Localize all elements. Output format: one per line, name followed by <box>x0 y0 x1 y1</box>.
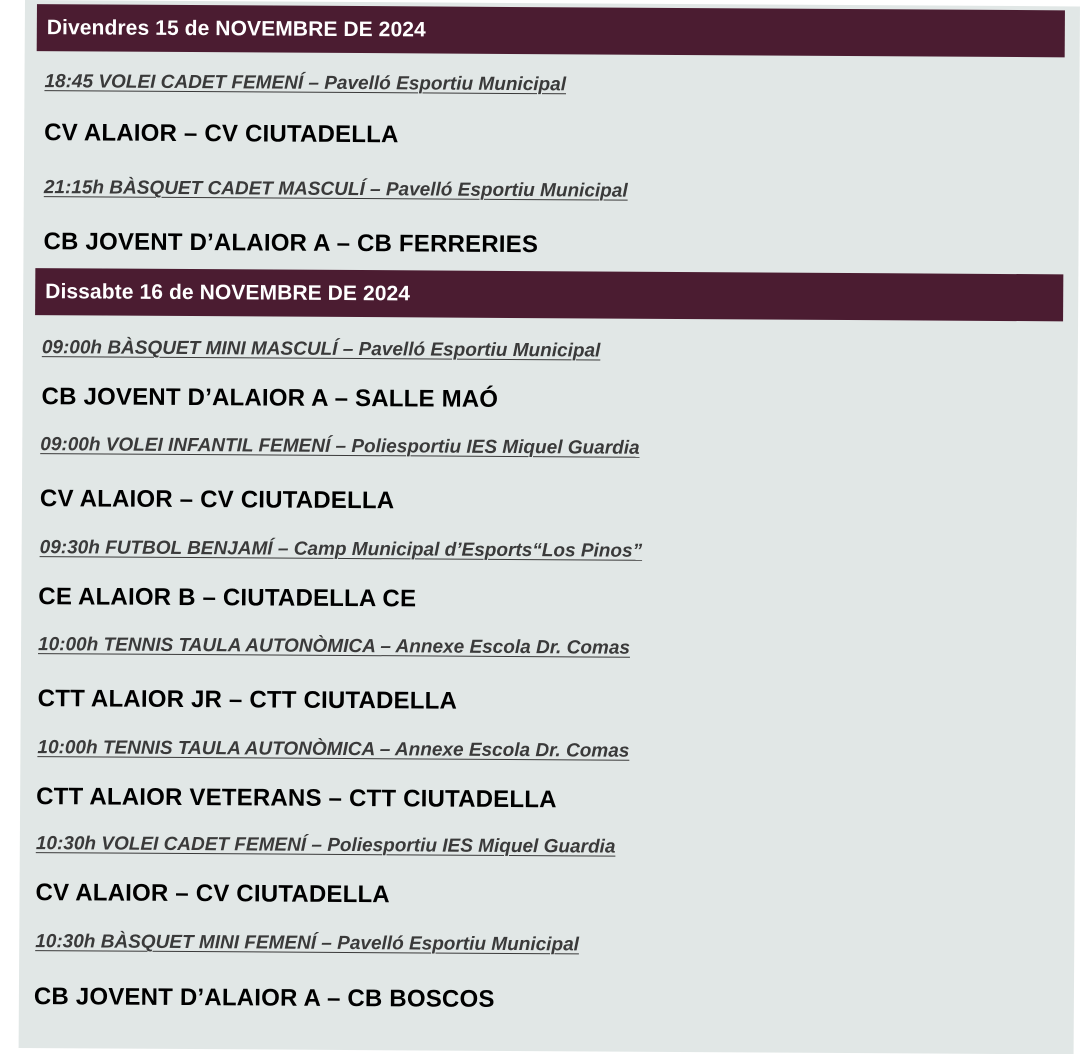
day-header-saturday: Dissabte 16 de NOVEMBRE DE 2024 <box>35 268 1063 321</box>
event-match: CTT ALAIOR VETERANS – CTT CIUTADELLA <box>36 783 557 814</box>
event-info: 09:00h VOLEI INFANTIL FEMENÍ – Poliesportiu IES Miquel Guardia <box>40 434 640 459</box>
event-info: 10:30h BÀSQUET MINI FEMENÍ – Pavelló Esportiu Municipal <box>35 931 580 956</box>
event-match: CB JOVENT D’ALAIOR A – CB BOSCOS <box>33 983 495 1013</box>
event-match: CB JOVENT D’ALAIOR A – SALLE MAÓ <box>41 383 499 413</box>
day-header-friday: Divendres 15 de NOVEMBRE DE 2024 <box>37 4 1065 57</box>
event-info: 18:45 VOLEI CADET FEMENÍ – Pavelló Esportiu Municipal <box>44 71 567 96</box>
event-info: 10:30h VOLEI CADET FEMENÍ – Poliesportiu IES Miquel Guardia <box>35 833 616 858</box>
event-info: 21:15h BÀSQUET CADET MASCULÍ – Pavelló Esportiu Municipal <box>43 177 628 202</box>
event-match: CV ALAIOR – CV CIUTADELLA <box>39 485 395 515</box>
event-match: CE ALAIOR B – CIUTADELLA CE <box>38 583 417 613</box>
event-match: CB JOVENT D’ALAIOR A – CB FERRERIES <box>43 228 539 259</box>
event-match: CV ALAIOR – CV CIUTADELLA <box>44 119 399 149</box>
schedule-page <box>19 0 1080 1054</box>
event-info: 09:30h FUTBOL BENJAMÍ – Camp Municipal d’Esports“Los Pinos” <box>39 537 643 562</box>
event-info: 10:00h TENNIS TAULA AUTONÒMICA – Annexe Escola Dr. Comas <box>37 737 630 762</box>
event-info: 09:00h BÀSQUET MINI MASCULÍ – Pavelló Esportiu Municipal <box>41 337 601 362</box>
event-match: CTT ALAIOR JR – CTT CIUTADELLA <box>37 685 458 715</box>
event-info: 10:00h TENNIS TAULA AUTONÒMICA – Annexe Escola Dr. Comas <box>37 634 631 659</box>
event-match: CV ALAIOR – CV CIUTADELLA <box>35 879 390 909</box>
